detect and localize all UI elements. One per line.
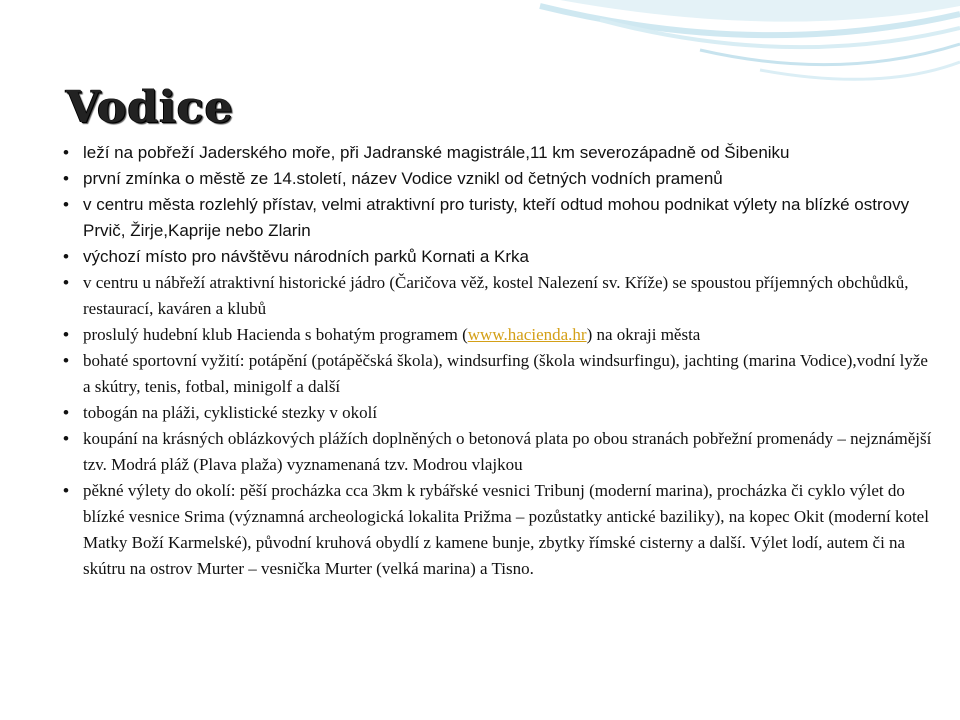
bullet-text-before: proslulý hudební klub Hacienda s bohatým programem ( [83, 325, 468, 344]
bullet-item: • v centru města rozlehlý přístav, velmi atraktivní pro turisty, kteří odtud mohou podnikat výlety na blízké ostrovy Prvič, Žirje,Kaprije nebo Zlarin [63, 195, 910, 240]
bullet-item: • koupání na krásných oblázkových plážích doplněných o betonová plata po obou stranách pobřežní promenády – nejznámější tzv. Modrá pláž (Plava plaža) vyznamenaná tzv. Modrou vlajkou [63, 429, 932, 474]
bullet-text: koupání na krásných oblázkových plážích doplněných o betonová plata po obou stranách pobřežní promenády – nejznámější tzv. Modrá pláž (Plava plaža) vyznamenaná tzv. Modrou vlajkou [83, 429, 932, 474]
slide-title: Vodice [66, 82, 234, 133]
bullet-text: bohaté sportovní vyžití: potápění (potápěčská škola), windsurfing (škola windsurfingu), jachting (marina Vodice),vodní lyže a skútry, tenis, fotbal, minigolf a další [83, 351, 928, 396]
bullet-text: pěkné výlety do okolí: pěší procházka cca 3km k rybářské vesnici Tribunj (moderní marina), procházka či cyklo výlet do blízké vesnice Srima (významná archeologická lokalita Prižma – pozůstatky antické baziliky), na kopec Okit (moderní kotel Matky Boží Karmelské), původní kruhová obydlí z kamene bunje, zbytky římské cisterny a další. Výlet lodí, autem či na skútru na ostrov Murter – vesnička Murter (velká marina) a Tisno. [83, 481, 929, 578]
hacienda-link[interactable]: www.hacienda.hr [467, 325, 587, 344]
bullet-text: leží na pobřeží Jaderského moře, při Jadranské magistrále,11 km severozápadně od Šibeniku [83, 143, 790, 162]
bullet-list [54, 140, 934, 582]
bullet-item: • v centru u nábřeží atraktivní historické jádro (Čaričova věž, kostel Nalezení sv. Kříže) se spoustou příjemných obchůdků, restaurací, kaváren a klubů [63, 273, 909, 318]
bullet-text: v centru města rozlehlý přístav, velmi atraktivní pro turisty, kteří odtud mohou podnikat výlety na blízké ostrovy Prvič, Žirje,Kaprije nebo Zlarin [83, 195, 910, 240]
bullet-item: • výchozí místo pro návštěvu národních parků Kornati a Krka [63, 247, 530, 266]
bullet-item: • proslulý hudební klub Hacienda s bohatým programem (www.hacienda.hr) na okraji města [63, 325, 701, 344]
bullet-text: výchozí místo pro návštěvu národních parků Kornati a Krka [83, 247, 530, 266]
bullet-item: • pěkné výlety do okolí: pěší procházka cca 3km k rybářské vesnici Tribunj (moderní marina), procházka či cyklo výlet do blízké vesnice Srima (významná archeologická lokalita Prižma – pozůstatky antické baziliky), na kopec Okit (moderní kotel Matky Boží Karmelské), původní kruhová obydlí z kamene bunje, zbytky římské cisterny a další. Výlet lodí, autem či na skútru na ostrov Murter – vesnička Murter (velká marina) a Tisno. [63, 481, 929, 578]
bullet-text-after: ) na okraji města [586, 325, 701, 344]
bullet-text: první zmínka o městě ze 14.století, název Vodice vznikl od četných vodních pramenů [83, 169, 723, 188]
bullet-item: • první zmínka o městě ze 14.století, název Vodice vznikl od četných vodních pramenů [63, 169, 723, 188]
bullet-item: • leží na pobřeží Jaderského moře, při Jadranské magistrále,11 km severozápadně od Šibeniku [63, 143, 790, 162]
bullet-text: v centru u nábřeží atraktivní historické jádro (Čaričova věž, kostel Nalezení sv. Kříže) se spoustou příjemných obchůdků, restaurací, kaváren a klubů [83, 273, 909, 318]
bullet-item: • bohaté sportovní vyžití: potápění (potápěčská škola), windsurfing (škola windsurfingu), jachting (marina Vodice),vodní lyže a skútry, tenis, fotbal, minigolf a další [63, 351, 928, 396]
bullet-text: tobogán na pláži, cyklistické stezky v okolí [83, 403, 378, 422]
bullet-item: • tobogán na pláži, cyklistické stezky v okolí [63, 403, 378, 422]
